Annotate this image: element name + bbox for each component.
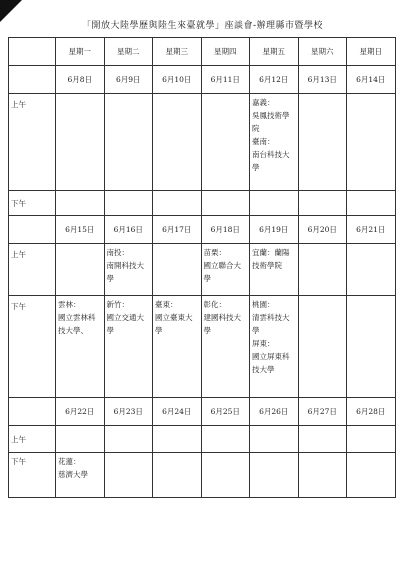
schedule-cell: 桃園： 清雲科技大學 屏東： 國立屏東科技大學 bbox=[250, 296, 299, 398]
schedule-cell bbox=[201, 453, 250, 498]
pm-label: 下午 bbox=[9, 191, 56, 216]
header-fri: 星期五 bbox=[250, 38, 299, 66]
schedule-cell bbox=[201, 191, 250, 216]
week2-am-row bbox=[9, 244, 396, 296]
date-cell: 6月25日 bbox=[201, 398, 250, 426]
schedule-cell: 花蓮： 慈濟大學 bbox=[56, 453, 105, 498]
schedule-cell bbox=[347, 191, 396, 216]
schedule-cell bbox=[153, 94, 202, 191]
week1-pm-row bbox=[9, 191, 396, 216]
header-tue: 星期二 bbox=[104, 38, 153, 66]
header-sat: 星期六 bbox=[298, 38, 347, 66]
schedule-cell bbox=[201, 94, 250, 191]
week2-pm-row bbox=[9, 296, 396, 398]
schedule-cell bbox=[298, 426, 347, 453]
date-cell: 6月27日 bbox=[298, 398, 347, 426]
header-thu: 星期四 bbox=[201, 38, 250, 66]
schedule-cell bbox=[298, 191, 347, 216]
date-cell: 6月15日 bbox=[56, 216, 105, 244]
schedule-cell bbox=[104, 453, 153, 498]
schedule-cell bbox=[347, 453, 396, 498]
date-cell: 6月17日 bbox=[153, 216, 202, 244]
schedule-cell bbox=[250, 453, 299, 498]
weekday-header-row bbox=[9, 38, 396, 66]
header-corner-cell bbox=[9, 38, 56, 66]
schedule-cell bbox=[298, 244, 347, 296]
schedule-cell bbox=[56, 94, 105, 191]
schedule-table bbox=[8, 37, 396, 498]
schedule-cell bbox=[56, 244, 105, 296]
date-cell: 6月22日 bbox=[56, 398, 105, 426]
week3-date-row bbox=[9, 398, 396, 426]
schedule-cell bbox=[56, 191, 105, 216]
schedule-cell bbox=[153, 191, 202, 216]
schedule-cell bbox=[153, 244, 202, 296]
am-label: 上午 bbox=[9, 94, 56, 191]
date-row-label bbox=[9, 398, 56, 426]
date-cell: 6月12日 bbox=[250, 66, 299, 94]
schedule-cell bbox=[347, 244, 396, 296]
schedule-cell bbox=[104, 191, 153, 216]
week1-date-row bbox=[9, 66, 396, 94]
schedule-cell: 嘉義： 吳鳳技術學院 臺南： 南台科技大學 bbox=[250, 94, 299, 191]
date-cell: 6月21日 bbox=[347, 216, 396, 244]
date-cell: 6月20日 bbox=[298, 216, 347, 244]
week3-pm-row bbox=[9, 453, 396, 498]
schedule-body bbox=[9, 38, 396, 498]
schedule-cell bbox=[347, 296, 396, 398]
week1-am-row bbox=[9, 94, 396, 191]
date-cell: 6月24日 bbox=[153, 398, 202, 426]
week2-date-row bbox=[9, 216, 396, 244]
schedule-cell bbox=[153, 426, 202, 453]
date-cell: 6月18日 bbox=[201, 216, 250, 244]
schedule-cell: 宜蘭：蘭陽技術學院 bbox=[250, 244, 299, 296]
header-sun: 星期日 bbox=[347, 38, 396, 66]
am-label: 上午 bbox=[9, 244, 56, 296]
date-cell: 6月23日 bbox=[104, 398, 153, 426]
schedule-cell: 彰化： 建國科技大學 bbox=[201, 296, 250, 398]
date-cell: 6月10日 bbox=[153, 66, 202, 94]
pm-label: 下午 bbox=[9, 453, 56, 498]
date-cell: 6月19日 bbox=[250, 216, 299, 244]
schedule-cell: 苗栗： 國立聯合大學 bbox=[201, 244, 250, 296]
schedule-cell bbox=[298, 453, 347, 498]
schedule-cell: 新竹： 國立交通大學 bbox=[104, 296, 153, 398]
pm-label: 下午 bbox=[9, 296, 56, 398]
date-cell: 6月16日 bbox=[104, 216, 153, 244]
date-cell: 6月9日 bbox=[104, 66, 153, 94]
week3-am-row bbox=[9, 426, 396, 453]
schedule-cell bbox=[153, 453, 202, 498]
header-mon: 星期一 bbox=[56, 38, 105, 66]
schedule-cell: 雲林： 國立雲林科技大學、 bbox=[56, 296, 105, 398]
schedule-cell bbox=[347, 426, 396, 453]
date-cell: 6月14日 bbox=[347, 66, 396, 94]
schedule-cell bbox=[250, 426, 299, 453]
date-cell: 6月8日 bbox=[56, 66, 105, 94]
am-label: 上午 bbox=[9, 426, 56, 453]
date-cell: 6月13日 bbox=[298, 66, 347, 94]
header-wed: 星期三 bbox=[153, 38, 202, 66]
schedule-cell bbox=[250, 191, 299, 216]
schedule-cell bbox=[56, 426, 105, 453]
date-cell: 6月26日 bbox=[250, 398, 299, 426]
schedule-cell bbox=[347, 94, 396, 191]
schedule-cell bbox=[298, 296, 347, 398]
date-cell: 6月11日 bbox=[201, 66, 250, 94]
date-cell: 6月28日 bbox=[347, 398, 396, 426]
schedule-cell bbox=[201, 426, 250, 453]
document-title: 「開放大陸學歷與陸生來臺就學」座談會-辦理縣市暨學校 bbox=[81, 21, 324, 31]
date-row-label bbox=[9, 66, 56, 94]
date-row-label bbox=[9, 216, 56, 244]
schedule-cell: 南投： 南開科技大學 bbox=[104, 244, 153, 296]
schedule-cell bbox=[104, 426, 153, 453]
schedule-cell bbox=[298, 94, 347, 191]
schedule-cell bbox=[104, 94, 153, 191]
schedule-cell: 臺東： 國立臺東大學 bbox=[153, 296, 202, 398]
